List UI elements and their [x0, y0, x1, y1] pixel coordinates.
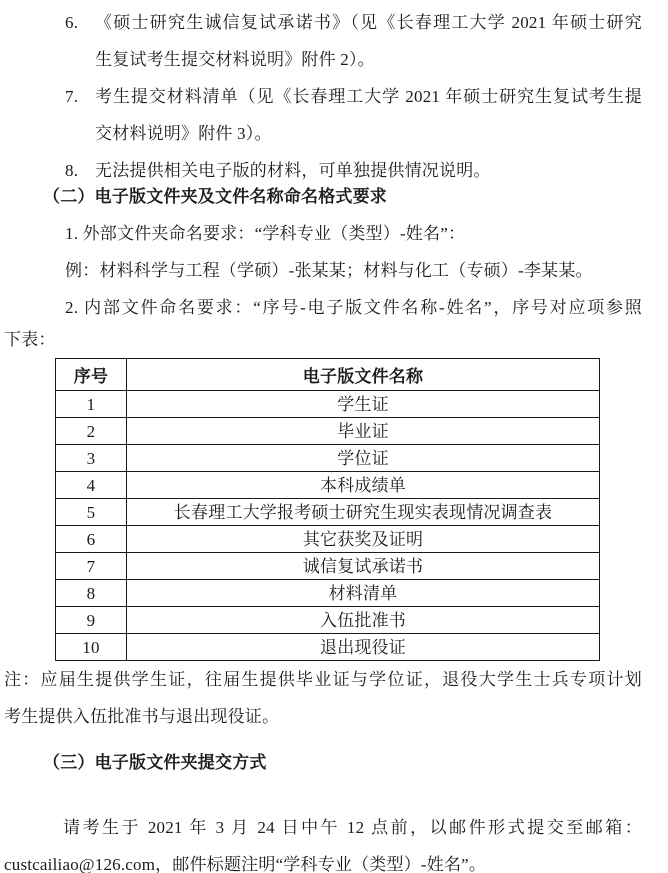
table-cell-no: 1	[56, 391, 127, 418]
list-item-6-line-2: 生复试考生提交材料说明》附件 2）。	[95, 50, 375, 69]
list-item-7	[65, 78, 642, 152]
table-cell-no: 2	[56, 418, 127, 445]
section-b-rule2-line-1: 2. 内部文件命名要求：“序号-电子版文件名称-姓名”，序号对应项参照	[65, 298, 642, 317]
table-cell-no: 8	[56, 580, 127, 607]
table-cell-no: 3	[56, 445, 127, 472]
table-row	[56, 607, 600, 634]
section-c-heading: （三）电子版文件夹提交方式	[43, 753, 267, 772]
table-cell-no: 9	[56, 607, 127, 634]
table-cell-name: 材料清单	[127, 580, 600, 607]
file-name-table	[55, 358, 600, 661]
table-cell-name: 诚信复试承诺书	[127, 553, 600, 580]
table-header-no: 序号	[56, 359, 127, 391]
list-item-6-line-1: 《硕士研究生诚信复试承诺书》（见《长春理工大学 2021 年硕士研究	[95, 13, 642, 32]
table-cell-no: 5	[56, 499, 127, 526]
table-row	[56, 472, 600, 499]
note-line-1: 注：应届生提供学生证，往届生提供毕业证与学位证，退役大学生士兵专项计划	[4, 670, 642, 689]
table-cell-name: 学位证	[127, 445, 600, 472]
table-row	[56, 580, 600, 607]
table-header-row	[56, 359, 600, 391]
table-cell-name: 退出现役证	[127, 634, 600, 661]
list-item-7-number: 7.	[65, 87, 79, 106]
list-item-6-number: 6.	[65, 13, 79, 32]
table-cell-name: 本科成绩单	[127, 472, 600, 499]
table-cell-name: 入伍批准书	[127, 607, 600, 634]
table-row	[56, 391, 600, 418]
section-b-heading: （二）电子版文件夹及文件名称命名格式要求	[43, 187, 387, 206]
table-cell-name: 长春理工大学报考硕士研究生现实表现情况调查表	[127, 499, 600, 526]
section-b-rule2-line-2: 下表：	[4, 330, 56, 349]
section-c-para-line-2: custcailiao@126.com，邮件标题注明“学科专业（类型）-姓名”。	[4, 855, 487, 873]
note-line-2: 考生提供入伍批准书与退出现役证。	[4, 707, 280, 726]
table-cell-name: 学生证	[127, 391, 600, 418]
section-b-rule1: 1. 外部文件夹命名要求：“学科专业（类型）-姓名”：	[65, 224, 466, 243]
list-item-7-line-1: 考生提交材料清单（见《长春理工大学 2021 年硕士研究生复试考生提	[95, 87, 642, 106]
table-cell-name: 其它获奖及证明	[127, 526, 600, 553]
list-item-8-number: 8.	[65, 161, 79, 180]
table-cell-no: 7	[56, 553, 127, 580]
table-cell-name: 毕业证	[127, 418, 600, 445]
table-row	[56, 499, 600, 526]
section-c-para-line-1: 请考生于 2021 年 3 月 24 日中午 12 点前，以邮件形式提交至邮箱：	[63, 818, 642, 837]
list-item-7-line-2: 交材料说明》附件 3）。	[95, 124, 272, 143]
table-row	[56, 634, 600, 661]
section-b-example: 例：材料科学与工程（学硕）-张某某；材料与化工（专硕）-李某某。	[65, 261, 593, 280]
table-cell-no: 10	[56, 634, 127, 661]
table-row	[56, 445, 600, 472]
table-cell-no: 4	[56, 472, 127, 499]
table-cell-no: 6	[56, 526, 127, 553]
table-row	[56, 418, 600, 445]
list-item-7-text	[95, 78, 642, 152]
list-item-6	[65, 4, 642, 78]
list-item-8-line-1: 无法提供相关电子版的材料，可单独提供情况说明。	[95, 161, 491, 180]
list-item-6-text	[95, 4, 642, 78]
table-row	[56, 526, 600, 553]
table-header-filename: 电子版文件名称	[127, 359, 600, 391]
table-row	[56, 553, 600, 580]
